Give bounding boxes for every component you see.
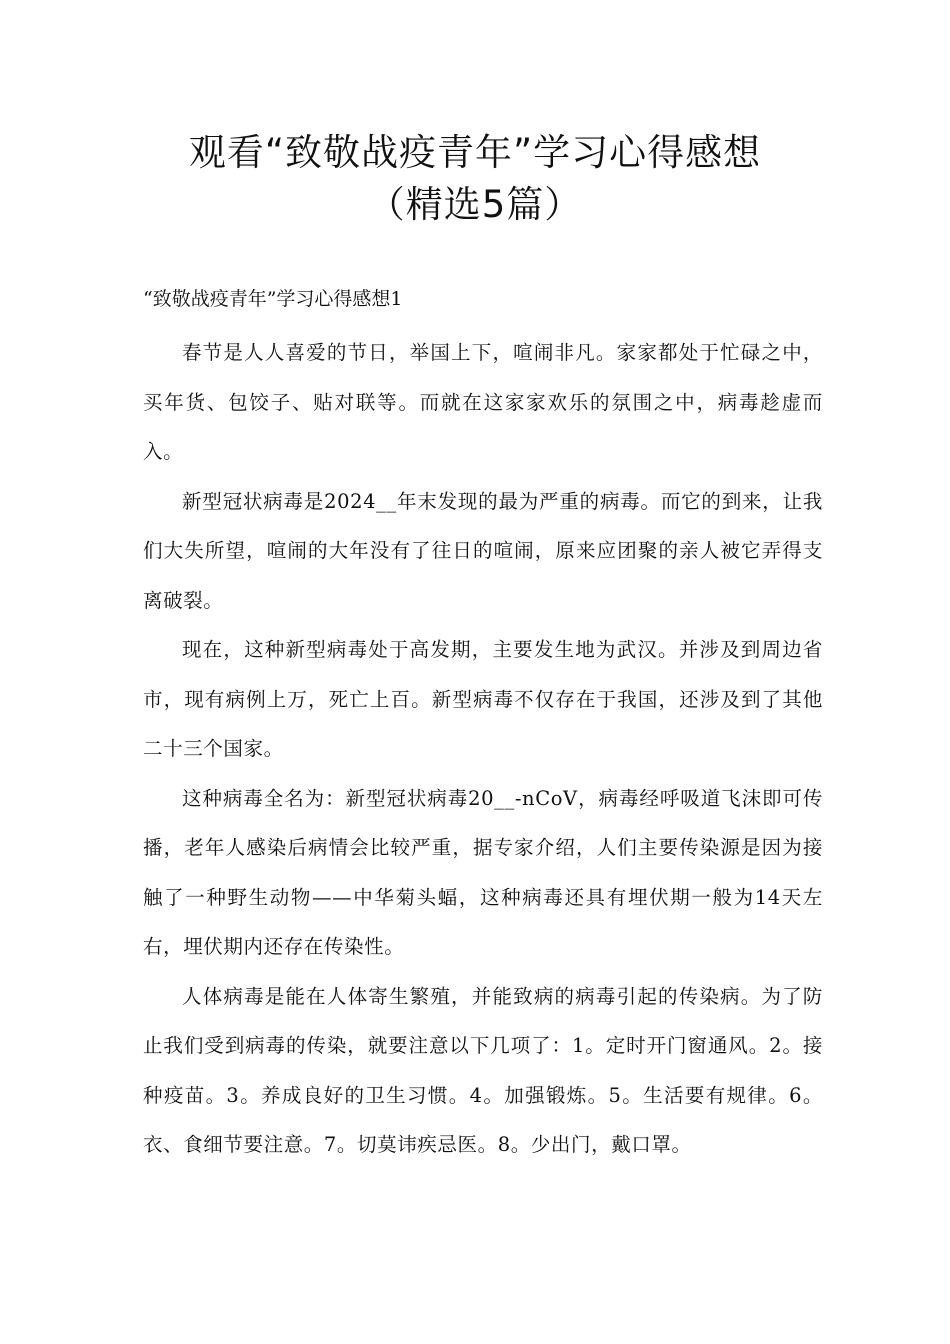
- paragraph: 人体病毒是能在人体寄生繁殖，并能致病的病毒引起的传染病。为了防止我们受到病毒的传染，就要注意以下几项了：1。定时开门窗通风。2。接种疫苗。3。养成良好的卫生习惯。4。加强锻炼。5。生活要有规律。6。衣、食细节要注意。7。切莫讳疾忌医。8。少出门，戴口罩。: [143, 984, 823, 1156]
- paragraph: 现在，这种新型病毒处于高发期，主要发生地为武汉。并涉及到周边省市，现有病例上万，死亡上百。新型病毒不仅存在于我国，还涉及到了其他二十三个国家。: [143, 638, 823, 760]
- document-body: [143, 328, 823, 1170]
- document-title: 观看“致敬战疫青年”学习心得感想: [188, 131, 762, 174]
- section-heading: “致敬战疫青年”学习心得感想1: [143, 288, 403, 310]
- paragraph: 这种病毒全名为：新型冠状病毒20__-nCoV，病毒经呼吸道飞沫即可传播，老年人感染后病情会比较严重，据专家介绍，人们主要传染源是因为接触了一种野生动物——中华菊头蝠，这种病毒还具有埋伏期一般为14天左右，埋伏期内还存在传染性。: [143, 786, 823, 958]
- paragraph: 新型冠状病毒是2024__年末发现的最为严重的病毒。而它的到来，让我们大失所望，喧闹的大年没有了往日的喧闹，原来应团聚的亲人被它弄得支离破裂。: [143, 489, 823, 612]
- paragraph: 春节是人人喜爱的节日，举国上下，喧闹非凡。家家都处于忙碌之中，买年货、包饺子、贴对联等。而就在这家家欢乐的氛围之中，病毒趁虚而入。: [143, 341, 823, 463]
- document-subtitle: （精选5篇）: [367, 183, 583, 226]
